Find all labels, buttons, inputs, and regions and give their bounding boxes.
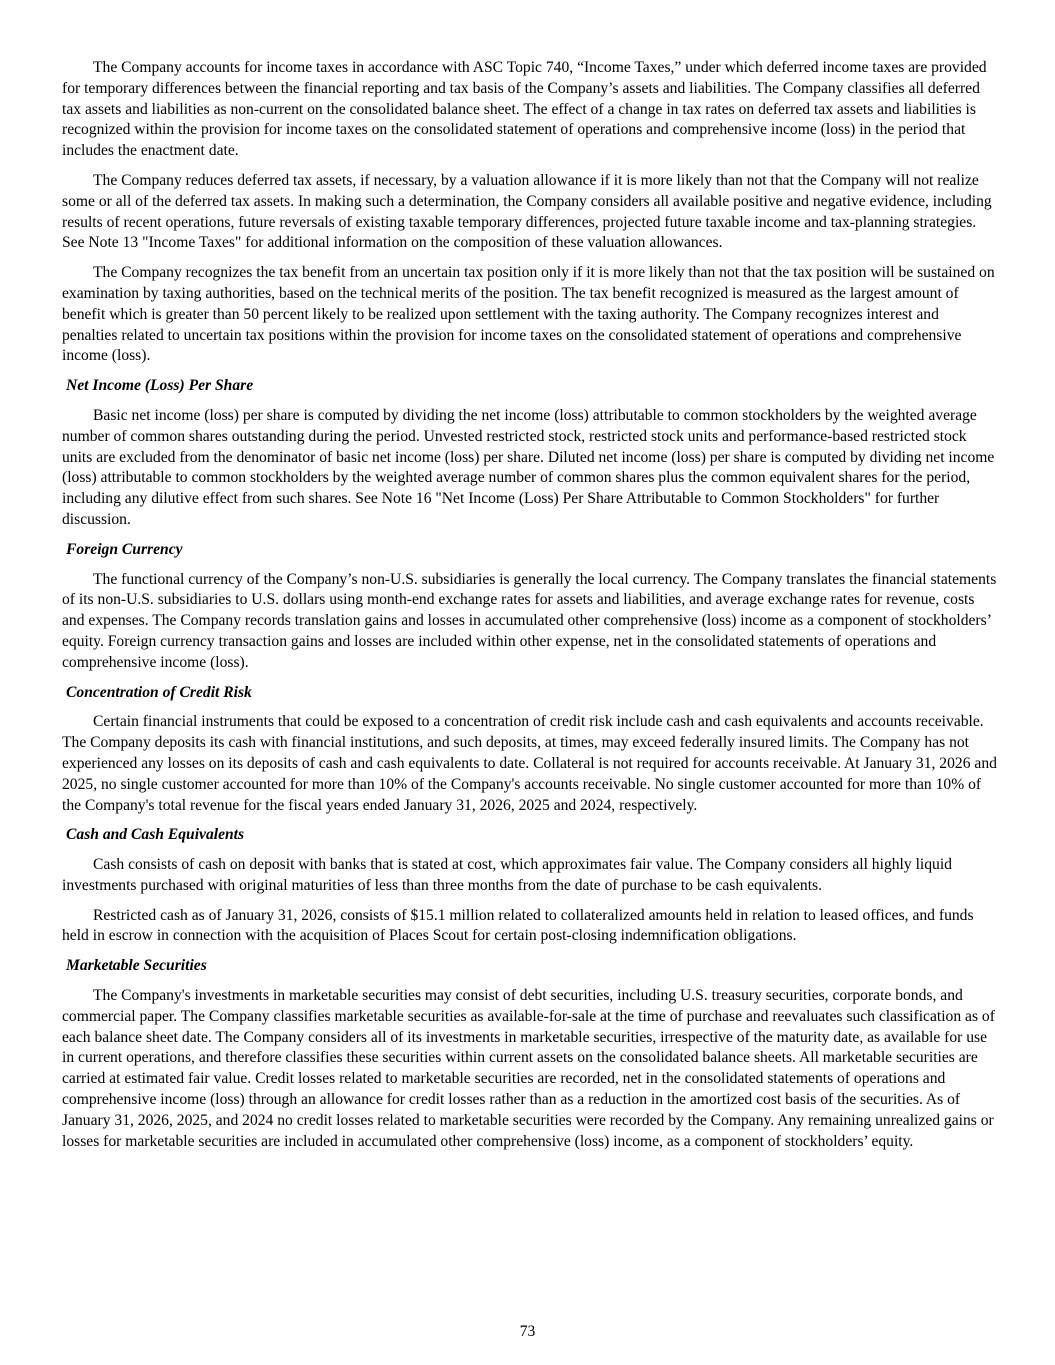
- income-taxes-paragraph-3: The Company recognizes the tax benefit from an uncertain tax position only if it is more likely than not that the tax position will be sustained on examination by taxing authorities, based on the technical merits of the position. The tax benefit recognized is measured as the largest amount of benefit which is greater than 50 percent likely to be realized upon settlement with the taxing authority. The Company recognizes interest and penalties related to uncertain tax positions within the provision for income taxes on the consolidated statement of operations and comprehensive income (loss).: [62, 264, 995, 365]
- income-taxes-paragraph-2: The Company reduces deferred tax assets, if necessary, by a valuation allowance if it is more likely than not that the Company will not realize some or all of the deferred tax assets. In making such a determination, the Company considers all available positive and negative evidence, including results of recent operations, future reversals of existing taxable temporary differences, projected future taxable income and tax-planning strategies. See Note 13 "Income Taxes" for additional information on the composition of these valuation allowances.: [62, 171, 992, 252]
- page-number: 73: [519, 1323, 536, 1340]
- section-paragraph: Basic net income (loss) per share is computed by dividing the net income (loss) attributable to common stockholders by the weighted average number of common shares outstanding during the period. Unvested restricted stock, restricted stock units and performance-based restricted stock units are excluded from the denominator of basic net income (loss) per share. Diluted net income (loss) per share is computed by dividing net income (loss) attributable to common stockholders by the weighted average number of common shares plus the common equivalent shares for the period, including any dilutive effect from such shares. See Note 16 "Net Income (Loss) Per Share Attributable to Common Stockholders" for further discussion.: [62, 406, 995, 528]
- section-heading: Cash and Cash Equivalents: [66, 826, 245, 844]
- section-paragraph: Cash consists of cash on deposit with banks that is stated at cost, which approximates fair value. The Company considers all highly liquid investments purchased with original maturities of less than three months from the date of purchase to be cash equivalents.: [62, 856, 952, 894]
- section-paragraph: The Company's investments in marketable securities may consist of debt securities, including U.S. treasury securities, corporate bonds, and commercial paper. The Company classifies marketable securities as available-for-sale at the time of purchase and reevaluates such classification as of each balance sheet date. The Company considers all of its investments in marketable securities, irrespective of the maturity date, as available for use in current operations, and therefore classifies these securities within current assets on the consolidated balance sheets. All marketable securities are carried at estimated fair value. Credit losses related to marketable securities are recorded, net in the consolidated statements of operations and comprehensive income (loss) through an allowance for credit losses rather than as a reduction in the amortized cost basis of the securities. As of January 31, 2026, 2025, and 2024 no credit losses related to marketable securities were recorded by the Company. Any remaining unrealized gains or losses for marketable securities are included in accumulated other comprehensive (loss) income, as a component of stockholders’ equity.: [62, 987, 995, 1150]
- section-paragraph: The functional currency of the Company’s non-U.S. subsidiaries is generally the local currency. The Company translates the financial statements of its non-U.S. subsidiaries to U.S. dollars using month-end exchange rates for assets and liabilities, and average exchange rates for revenue, costs and expenses. The Company records translation gains and losses in accumulated other comprehensive (loss) income as a component of stockholders’ equity. Foreign currency transaction gains and losses are included within other expense, net in the consolidated statements of operations and comprehensive income (loss).: [62, 570, 997, 671]
- section-foreign-currency: [62, 540, 997, 674]
- section-heading: Marketable Securities: [66, 957, 207, 975]
- document-page: [62, 58, 997, 1161]
- section-heading: Foreign Currency: [66, 540, 183, 558]
- section-heading: Net Income (Loss) Per Share: [66, 377, 254, 395]
- income-taxes-paragraph-1: The Company accounts for income taxes in accordance with ASC Topic 740, “Income Taxes,” under which deferred income taxes are provided for temporary differences between the financial reporting and tax basis of the Company’s assets and liabilities. The Company classifies all deferred tax assets and liabilities as non-current on the consolidated balance sheet. The effect of a change in tax rates on deferred tax assets and liabilities is recognized within the provision for income taxes on the consolidated statement of operations and comprehensive income (loss) in the period that includes the enactment date.: [62, 59, 987, 160]
- section-paragraph: Certain financial instruments that could be exposed to a concentration of credit risk include cash and cash equivalents and accounts receivable. The Company deposits its cash with financial institutions, and such deposits, at times, may exceed federally insured limits. The Company has not experienced any losses on its deposits of cash and cash equivalents to date. Collateral is not required for accounts receivable. At January 31, 2026 and 2025, no single customer accounted for more than 10% of the Company's accounts receivable. No single customer accounted for more than 10% of the Company's total revenue for the fiscal years ended January 31, 2026, 2025 and 2024, respectively.: [62, 713, 997, 814]
- section-concentration-of-credit-risk: [62, 683, 997, 817]
- section-heading: Concentration of Credit Risk: [66, 683, 252, 701]
- section-net-income-per-share: [62, 376, 997, 531]
- section-cash-and-cash-equivalents: [62, 825, 997, 947]
- section-marketable-securities: [62, 956, 997, 1152]
- section-paragraph: Restricted cash as of January 31, 2026, consists of $15.1 million related to collateralized amounts held in relation to leased offices, and funds held in escrow in connection with the acquisition of Places Scout for certain post-closing indemnification obligations.: [62, 906, 974, 945]
